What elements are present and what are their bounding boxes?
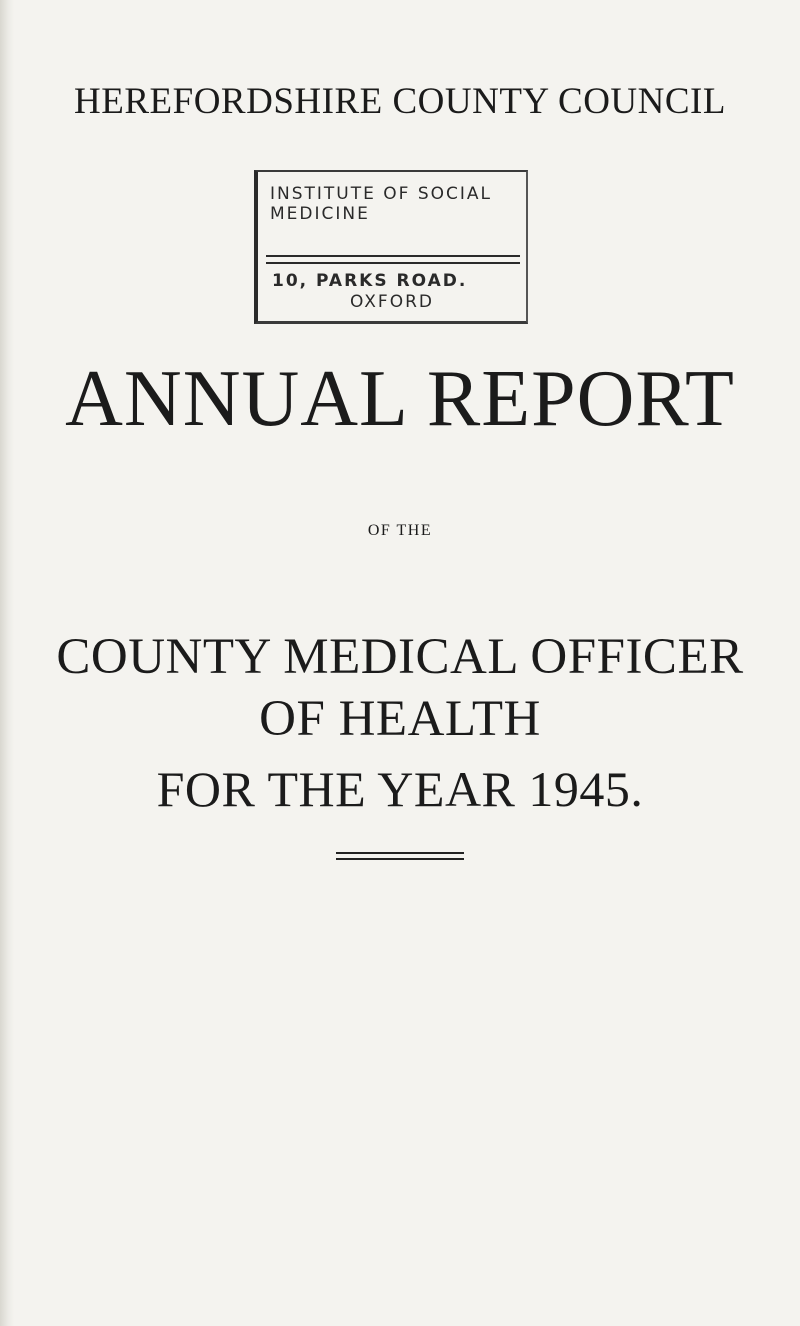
council-name: HEREFORDSHIRE COUNTY COUNCIL	[74, 81, 726, 122]
report-year: FOR THE YEAR 1945.	[156, 761, 644, 817]
stamp-address-line: 10, PARKS ROAD.	[272, 271, 468, 291]
of-the-label: OF THE	[367, 522, 433, 539]
stamp-institute-line: INSTITUTE OF SOCIAL	[270, 184, 492, 204]
stamp-medicine-line: MEDICINE	[270, 204, 370, 224]
officer-title-line1: COUNTY MEDICAL OFFICER	[56, 629, 744, 685]
report-heading: ANNUAL REPORT	[65, 355, 735, 443]
closing-double-rule	[336, 852, 464, 860]
officer-title-line2: OF HEALTH	[259, 691, 541, 747]
stamp-city-line: OXFORD	[349, 292, 434, 312]
stamp-divider	[266, 255, 520, 264]
library-stamp	[254, 170, 528, 324]
